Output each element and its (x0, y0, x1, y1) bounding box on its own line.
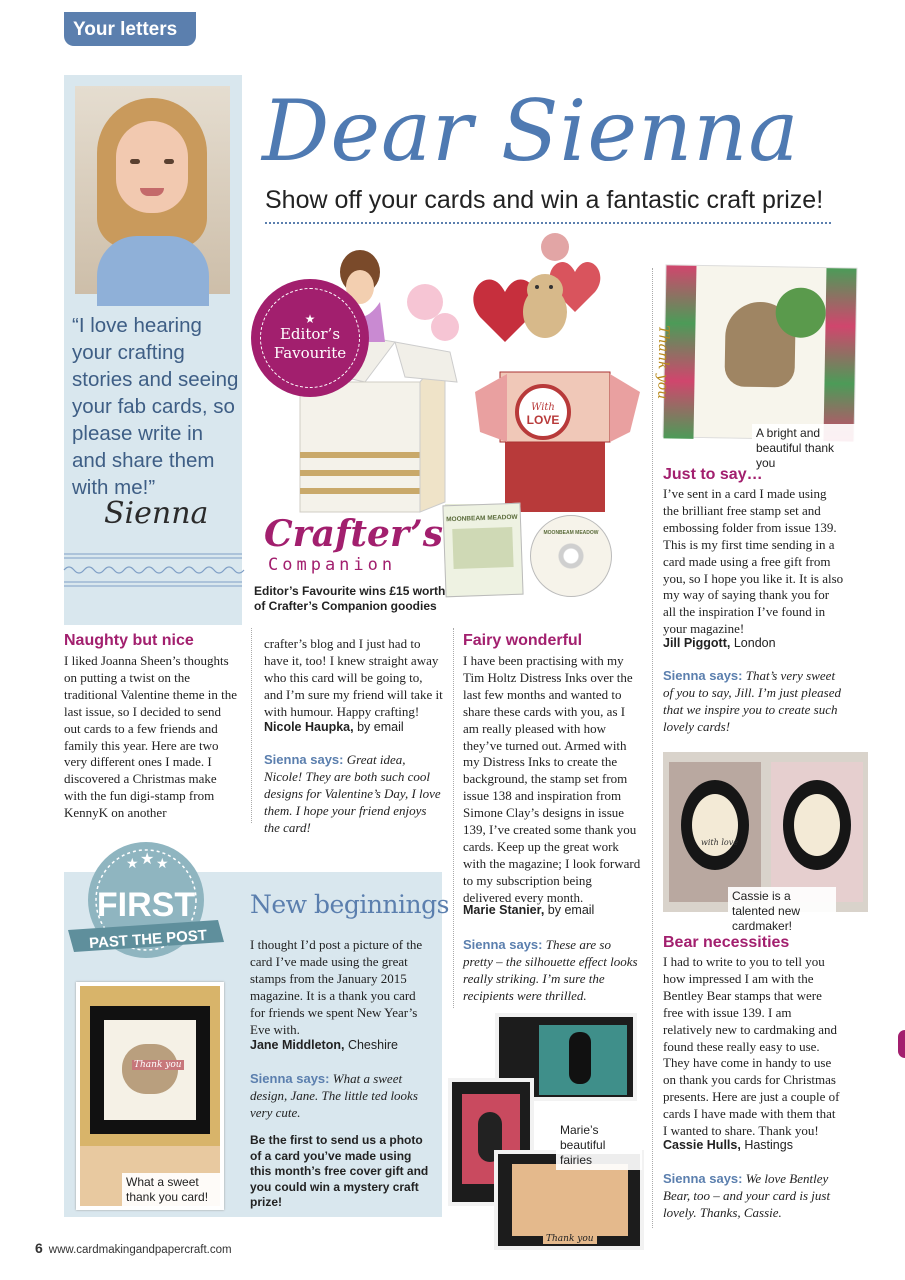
letter-body-naughty-2: crafter’s blog and I just had to have it, too! I knew straight away who this card will be going to, and I’m sure my friend will take it with humour. Happy crafting! (264, 636, 443, 719)
page-title: Dear Sienna (262, 82, 800, 180)
fairy-card-image-3: Thank you (494, 1150, 644, 1250)
first-past-post-badge (68, 838, 228, 978)
product-pack-label: MOONBEAM MEADOW (446, 513, 518, 524)
sienna-says-naughty: Sienna says: Great idea, Nicole! They are both such cool designs for Valentine’s Day, I love them. I hope your friend enjoys the card! (264, 752, 441, 835)
letter-heading-naughty: Naughty but nice (64, 632, 194, 649)
editor-photo (75, 86, 230, 294)
letter-signoff-bear: Cassie Hulls, Hastings (663, 1138, 793, 1152)
cassie-card-caption: Cassie is a talented new cardmaker! (728, 887, 836, 936)
letter-body-naughty-1: I liked Joanna Sheen’s thoughts on putting a twist on the traditional Valentine theme in the last issue, so I decided to send out cards to a few friends and family this year. Here are two very different ones I made. I discovered a Christmas make with the fun digi-stamp from KennyK on another (64, 653, 238, 821)
featured-caption: Editor’s Favourite wins £15 worth of Crafter’s Companion goodies (254, 584, 446, 613)
crafters-companion-logo-sub: Companion (268, 555, 397, 575)
wave-decoration (64, 550, 242, 590)
sienna-says-justsay: Sienna says: That’s very sweet of you to say, Jill. I’m just pleased that we inspire you to create such lovely cards! (663, 668, 842, 734)
sienna-says-bear: Sienna says: We love Bentley Bear, too – and your card is just lovely. Thanks, Cassie. (663, 1171, 831, 1220)
column-divider (652, 268, 653, 1228)
first-badge-line1: FIRST (96, 886, 196, 924)
jane-card-caption: What a sweet thank you card! (122, 1173, 222, 1207)
svg-text:With: With (531, 402, 555, 413)
letter-heading-fairy: Fairy wonderful (463, 632, 583, 649)
svg-text:★: ★ (156, 856, 169, 872)
jill-card-image: Thank you (663, 264, 858, 440)
letter-heading-bear: Bear necessities (663, 934, 790, 951)
sienna-says-first: Sienna says: What a sweet design, Jane. The little ted looks very cute. (250, 1071, 418, 1120)
editor-signature: Sienna (104, 496, 209, 531)
cassie-card-image: with love (663, 752, 868, 912)
letter-signoff-fairy: Marie Stanier, by email (463, 903, 595, 917)
letter-signoff-justsay: Jill Piggott, London (663, 636, 776, 650)
letter-heading-justsay: Just to say… (663, 466, 763, 483)
letter-body-justsay: I’ve sent in a card I made using the brilliant free stamp set and embossing folder from issue 139. This is my first time sending in a card made using a free gift from you, so I hope you like it. It is also my way of saying thank you for all the inspiration I’ve found in your magazine! (663, 486, 844, 637)
editors-favourite-badge: ★ Editor’s Favourite (255, 283, 365, 393)
column-divider (453, 628, 454, 1008)
jane-card-image: Thank you (76, 982, 224, 1210)
product-pack (442, 503, 523, 598)
letter-signoff-naughty: Nicole Haupka, by email (264, 720, 404, 734)
letter-body-bear: I had to write to you to tell you how impressed I am with the Bentley Bear stamps that were free with issue 139. I am relatively new to cardmaking and found these really easy to use. They have come in handy to use on thank you cards for Christmas presents. Here are just a couple of cards I have made with them that I wanted to share. Thank you! (663, 954, 840, 1139)
product-cd (530, 515, 612, 597)
fairy-card-caption: Marie’s beautiful fairies (556, 1121, 642, 1170)
sienna-says-fairy: Sienna says: These are so pretty – the silhouette effect looks really striking. I’m sure the recipients were thrilled. (463, 937, 638, 1003)
svg-text:★: ★ (140, 849, 155, 868)
crafters-companion-logo: Crafter’s (264, 513, 444, 555)
svg-text:★: ★ (126, 856, 139, 872)
page-number: 6 (35, 1240, 43, 1256)
first-badge-line2: PAST THE POST (88, 926, 208, 953)
letter-heading-first: New beginnings (250, 890, 449, 919)
letter-body-fairy: I have been practising with my Tim Holtz Distress Inks over the last few months and wanted to share these cards with you, as I am really pleased with how they’ve turned out. Armed with my Distress Inks to create the background, the stamp set from issue 138 and inspiration from Simone Clay’s designs in issue 139, I’ve created some thank you cards. Keep up the great work with the magazine; I look forward to my subscription being delivered every month. (463, 653, 641, 905)
edge-tab (898, 1030, 905, 1058)
svg-text:LOVE: LOVE (526, 413, 560, 427)
letter-signoff-first: Jane Middleton, Cheshire (250, 1038, 398, 1052)
first-post-call-to-action: Be the first to send us a photo of a card you’ve made using this month’s free cover gift and you could win a mystery craft prize! (250, 1133, 429, 1209)
section-tab: Your letters (64, 12, 196, 46)
jill-card-caption: A bright and beautiful thank you (752, 424, 860, 473)
column-divider (251, 628, 252, 823)
footer-url: www.cardmakingandpapercraft.com (48, 1244, 232, 1256)
page-subtitle: Show off your cards and win a fantastic craft prize! (265, 186, 824, 214)
page-footer (35, 1240, 232, 1256)
letter-body-first: I thought I’d post a picture of the card I’ve made using the great stamps from the January 2015 magazine. It is a thank you card for friends we spent New Year’s Eve with. (250, 937, 423, 1037)
product-cd-label: MOONBEAM MEADOW (543, 530, 599, 536)
editor-quote: “I love hearing your crafting stories and seeing your fab cards, so please write in and share them with me!” (72, 314, 239, 499)
title-divider (265, 222, 831, 224)
